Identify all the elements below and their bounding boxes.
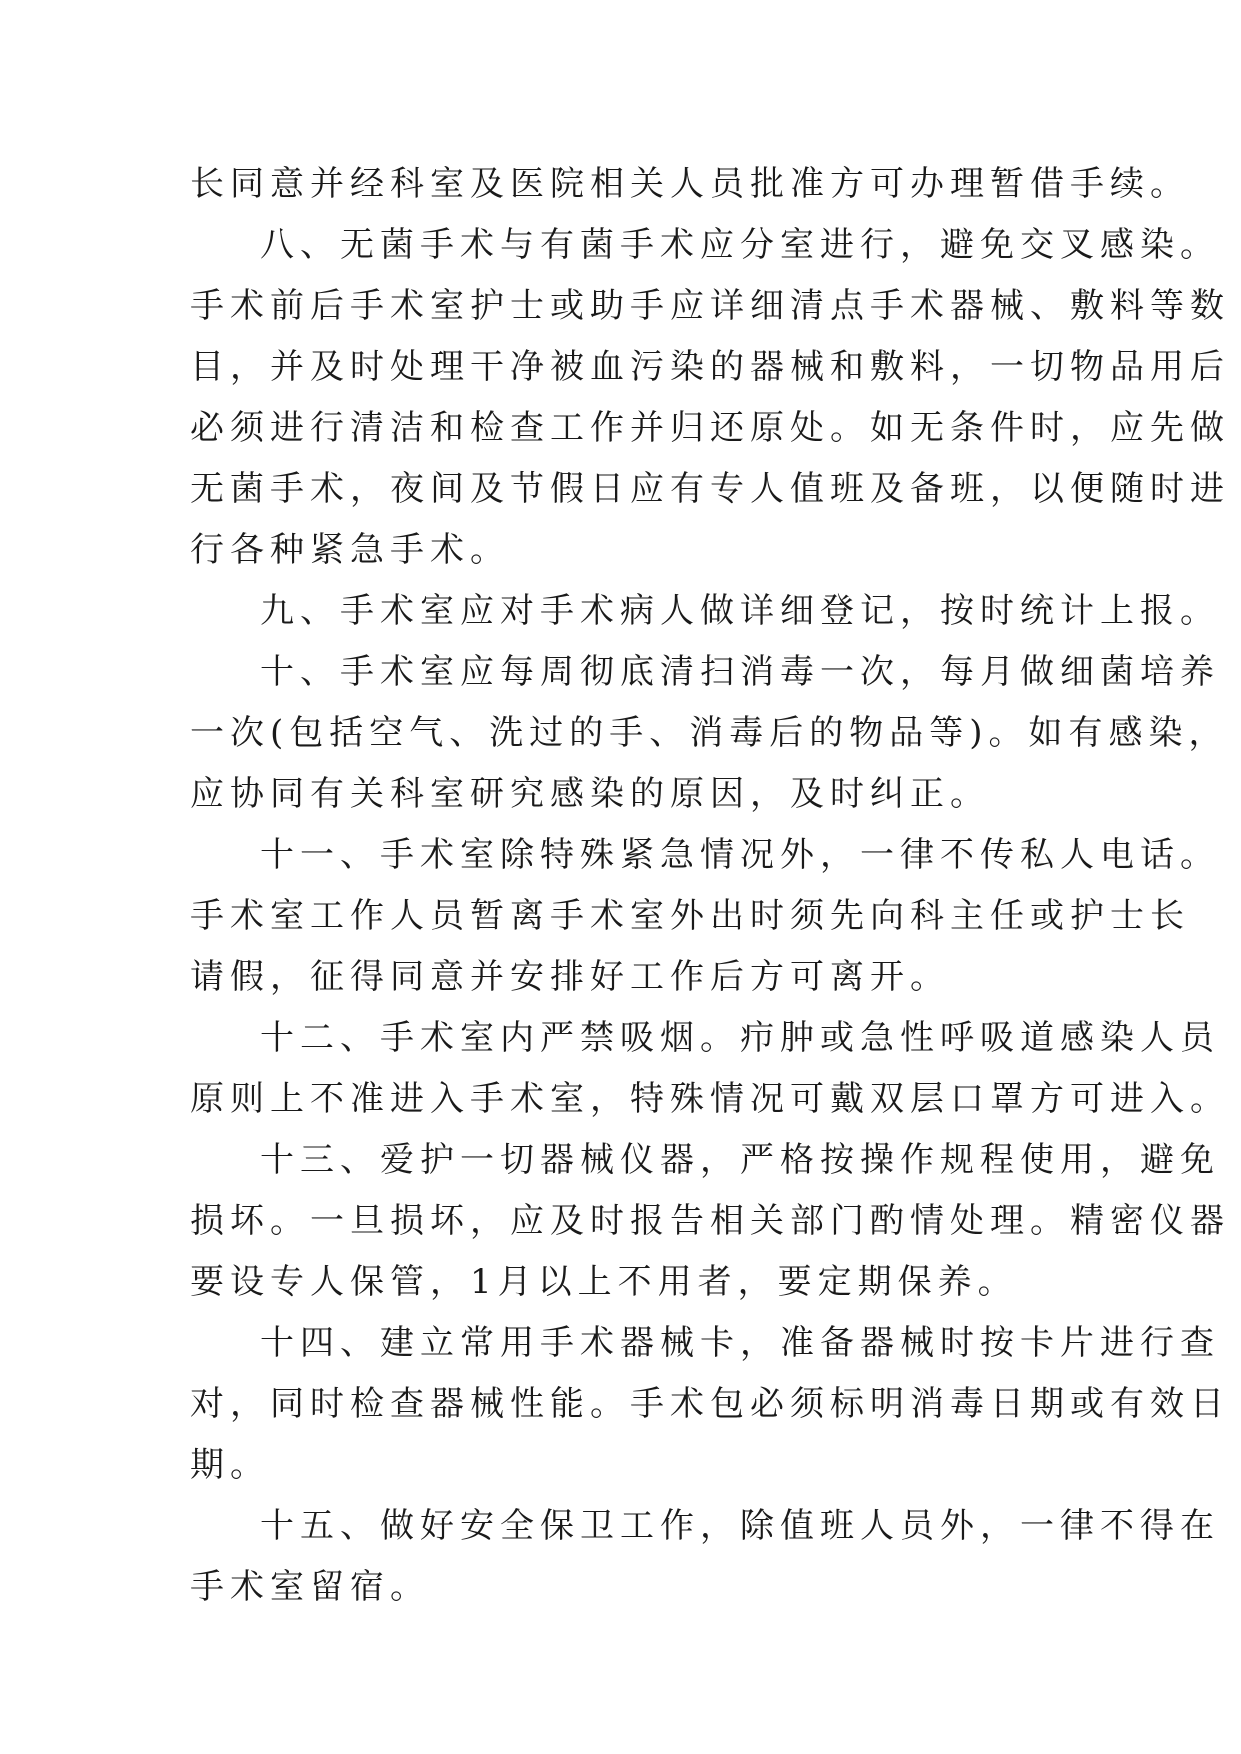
paragraph-8-start: 八、无菌手术与有菌手术应分室进行，避免交叉感染。 [260, 225, 1220, 265]
paragraph-13-start: 十三、爱护一切器械仪器，严格按操作规程使用，避免 [260, 1140, 1220, 1180]
text-line: 期。 [190, 1445, 270, 1485]
text-line: 行各种紧急手术。 [190, 530, 510, 570]
text-line: 要设专人保管，1月以上不用者，要定期保养。 [190, 1262, 1018, 1302]
text-line: 请假，征得同意并安排好工作后方可离开。 [190, 957, 950, 997]
text-line: 无菌手术，夜间及节假日应有专人值班及备班，以便随时进 [190, 469, 1230, 509]
text-line: 长同意并经科室及医院相关人员批准方可办理暂借手续。 [190, 164, 1190, 204]
text-line: 原则上不准进入手术室，特殊情况可戴双层口罩方可进入。 [190, 1079, 1230, 1119]
text-line: 手术室工作人员暂离手术室外出时须先向科主任或护士长 [190, 896, 1190, 936]
text-line: 应协同有关科室研究感染的原因，及时纠正。 [190, 774, 990, 814]
paragraph-14-start: 十四、建立常用手术器械卡，准备器械时按卡片进行查 [260, 1323, 1220, 1363]
paragraph-15-start: 十五、做好安全保卫工作，除值班人员外，一律不得在 [260, 1506, 1220, 1546]
text-line: 对，同时检查器械性能。手术包必须标明消毒日期或有效日 [190, 1384, 1230, 1424]
text-line: 一次(包括空气、洗过的手、消毒后的物品等)。如有感染， [190, 713, 1229, 753]
paragraph-9-start: 九、手术室应对手术病人做详细登记，按时统计上报。 [260, 591, 1220, 631]
document-body [190, 154, 1230, 1618]
paragraph-12-start: 十二、手术室内严禁吸烟。疖肿或急性呼吸道感染人员 [260, 1018, 1220, 1058]
text-line: 目，并及时处理干净被血污染的器械和敷料，一切物品用后 [190, 347, 1230, 387]
text-line: 损坏。一旦损坏，应及时报告相关部门酌情处理。精密仪器 [190, 1201, 1230, 1241]
paragraph-11-start: 十一、手术室除特殊紧急情况外，一律不传私人电话。 [260, 835, 1220, 875]
text-line: 手术室留宿。 [190, 1567, 430, 1607]
text-line: 手术前后手术室护士或助手应详细清点手术器械、敷料等数 [190, 286, 1230, 326]
paragraph-10-start: 十、手术室应每周彻底清扫消毒一次，每月做细菌培养 [260, 652, 1220, 692]
text-line: 必须进行清洁和检查工作并归还原处。如无条件时，应先做 [190, 408, 1230, 448]
